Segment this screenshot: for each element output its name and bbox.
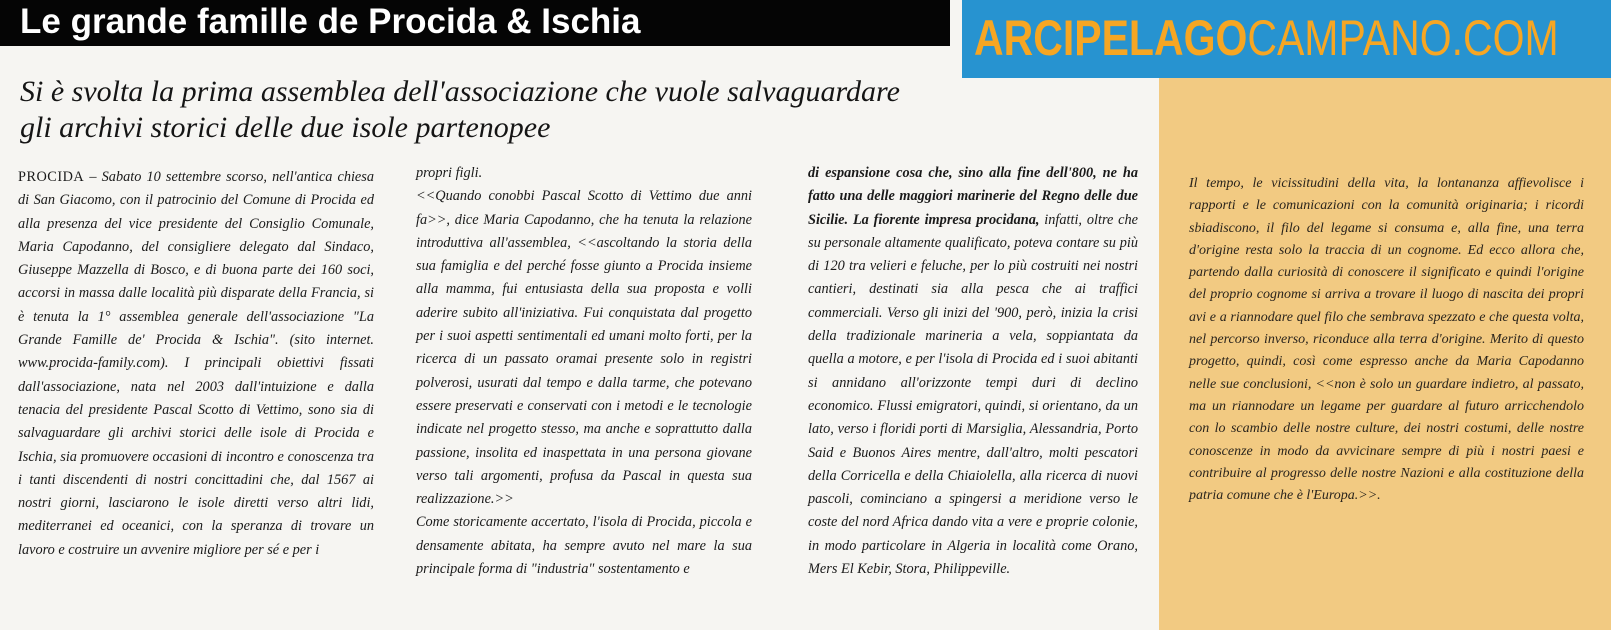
article-paragraph — [808, 162, 1138, 581]
article-paragraph: Come storicamente accertato, l'isola di Procida, piccola e densamente abitata, ha sempre avuto nel mare la sua principale forma di "industria" sostentamento e — [416, 514, 752, 578]
subtitle-line-1: Si è svolta la prima assemblea dell'associazione che vuole salvaguardare — [20, 75, 900, 108]
sidebar-text: Il tempo, le vicissitudini della vita, la lontananza affievolisce i rapporti e le comunicazioni con la comunità originaria; i ricordi sbiadiscono, il filo del legame si consuma e, alla fine, una terra d'origine resta solo la traccia di un cognome. Ed ecco allora che, partendo dalla curiosità di conoscere il significato e quindi l'origine del proprio cognome si arriva a trovare il luogo di nascita dei propri avi e a riannodare quel filo che sembrava spezzato e che questa volta, nel percorso inverso, riconduce alla terra d'origine. Merito di questo progetto, quindi, così come espresso anche da Maria Capodanno nelle sue conclusioni, <<non è solo un guardare indietro, al passato, ma un riannodare un legame per guardare al futuro arricchendolo con lo scambio delle nostre culture, dei nostri costumi, delle nostre conoscenze in modo da avvicinare sempre di più i nostri paesi e contribuire al progresso delle nostre Nazioni e alla costituzione della patria comune che è l'Europa.>>. — [1189, 176, 1584, 504]
subtitle-line-2: gli archivi storici delle due isole partenopee — [20, 111, 551, 144]
column-3-text: infatti, oltre che su personale altamente qualificato, poteva contare su più di 120 tra velieri e feluche, per lo più costruiti nei nostri cantieri, destinati sia alla pesca che ai traffici commerciali. Verso gli inizi del '900, però, inizia la crisi della tradizionale marineria a vela, soppiantata da quella a motore, e per l'isola di Procida ed i suoi abitanti si annidano all'orizzonte tempi duri di declino economico. Flussi emigratori, quindi, si orientano, da un lato, verso i floridi porti di Marsiglia, Alessandria, Porto Said e Buonos Aires mentre, dall'altro, molti pescatori della Corricella e della Chiaiolella, alla ricerca di nuovi pascoli, cominciano a spingersi a meridione verso le coste del nord Africa dando vita a vere e proprie colonie, in modo particolare in Algeria in località come Orano, Mers El Kebir, Stora, Philippeville. — [808, 211, 1139, 578]
article-paragraph — [18, 166, 374, 562]
article-column-1 — [18, 166, 374, 562]
article-column-3 — [808, 162, 1138, 581]
headline-bar — [0, 0, 950, 46]
article-paragraph: propri figli. — [416, 165, 483, 181]
subtitle — [20, 74, 940, 146]
logo-light-part: CAMPANO.COM — [1247, 10, 1559, 66]
site-logo — [974, 8, 1559, 68]
article-paragraph: <<Quando conobbi Pascal Scotto di Vettimo due anni fa>>, dice Maria Capodanno, che ha tenuta la relazione introduttiva all'assemblea, <<ascoltando la storia della sua famiglia e del perché fosse giunto a Procida insieme alla mamma, fui entusiasta della sua proposta e volli aderire subito all'iniziativa. Fui conquistata dal progetto per i suoi aspetti sentimentali ed umani molto forti, per la ricerca di un passato oramai presente solo in registri polverosi, usurati dal tempo e dalla tarme, che potevano essere preservati e conservati con i metodi e le tecnologie indicate nel progetto stesso, ma anche e soprattutto dalla passione, insolita ed inaspettata in una persona giovane verso tali argomenti, profusa da Pascal in questa sua realizzazione.>> — [416, 188, 752, 508]
headline: Le grande famille de Procida & Ischia — [20, 2, 641, 41]
logo-bold-part: ARCIPELAGO — [974, 10, 1248, 66]
dateline: PROCIDA — [18, 169, 85, 185]
site-logo-banner[interactable] — [962, 0, 1611, 78]
column-1-text: – Sabato 10 settembre scorso, nell'antica chiesa di San Giacomo, con il patrocinio del Comune di Procida ed alla presenza del vice presidente del Consiglio Comunale, Maria Capodanno, del consigliere delegato dal Sindaco, Giuseppe Mazzella di Bosco, e di buona parte dei 160 soci, accorsi in massa dalle località più disparate della Francia, si è tenuta la 1° assemblea generale dell'associazione "La Grande Famille de' Procida & Ischia". (sito internet. www.procida-family.com). I principali obiettivi fissati dall'associazione, nata nel 2003 dall'intuizione e dalla tenacia del presidente Pascal Scotto di Vettimo, sono sia di salvaguardare gli archivi storici delle isole di Procida e Ischia, sia promuovere occasioni di incontro e conoscenza tra i tanti discendenti di nostri concittadini che, dal 1567 ai nostri giorni, lasciarono le isole diretti verso altri lidi, mediterranei ed oceanici, con la speranza di trovare un lavoro e costruire un avvenire migliore per sé e per i — [18, 169, 374, 558]
sidebar-box — [1159, 78, 1611, 630]
column-3-bold-text: di espansione cosa che, sino alla fine dell'800, ne ha fatto una delle maggiori marinerie del Regno delle due Sicilie. La fiorente impresa procidana, — [808, 165, 1138, 228]
article-column-2 — [416, 162, 752, 581]
